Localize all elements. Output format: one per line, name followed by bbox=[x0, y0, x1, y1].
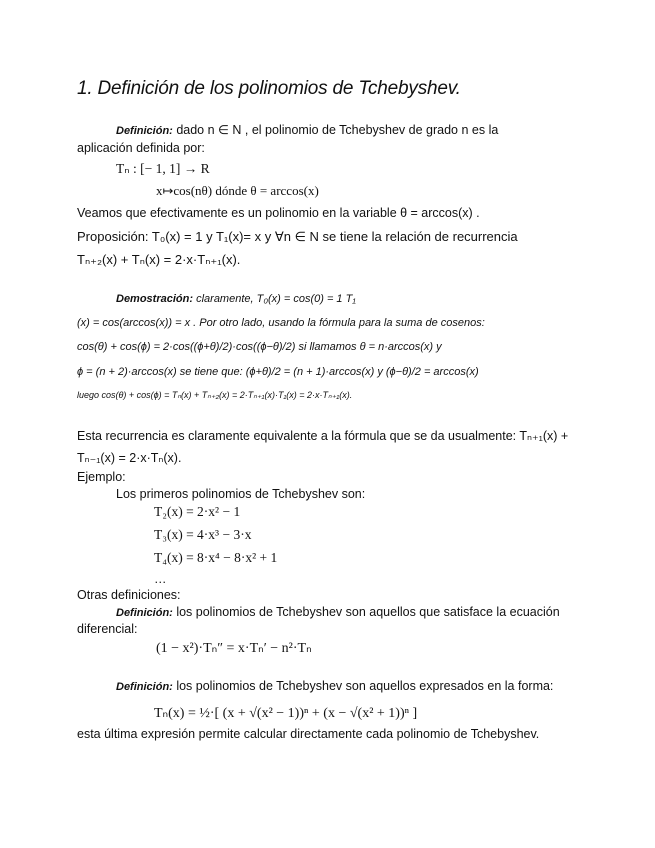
other-definitions-label: Otras definiciones: bbox=[77, 588, 181, 602]
other-definition-1-line-1 bbox=[116, 604, 560, 621]
definition-rule-formula: x↦cos(nθ) dónde θ = arccos(x) bbox=[156, 183, 319, 198]
demonstration-line-2: (x) = cos(arccos(x)) = x . Por otro lado, usando la fórmula para la suma de cosenos: bbox=[77, 317, 485, 329]
other-definition-1-text: los polinomios de Tchebyshev son aquellos que satisface la ecuación bbox=[176, 605, 560, 619]
example-ellipsis: … bbox=[154, 572, 167, 586]
demonstration-line-4: ϕ = (n + 2)·arccos(x) se tiene que: (ϕ+θ)/2 = (n + 1)·arccos(x) y (ϕ−θ)/2 = arccos(x) bbox=[77, 366, 479, 378]
proposition-line-1: Proposición: T₀(x) = 1 y T₁(x)= x y ∀n ∈ N se tiene la relación de recurrencia bbox=[77, 229, 518, 244]
other-definition-1-line-2: diferencial: bbox=[77, 622, 138, 636]
other-definition-2-text: los polinomios de Tchebyshev son aquellos expresados en la forma: bbox=[176, 679, 554, 693]
definition-map-formula: Tₙ : [− 1, 1] → R bbox=[116, 161, 210, 176]
example-t2: T₂(x) = 2·x² − 1 bbox=[154, 504, 241, 519]
closing-sentence: esta última expresión permite calcular directamente cada polinomio de Tchebyshev. bbox=[77, 727, 540, 741]
example-t3: T₃(x) = 4·x³ − 3·x bbox=[154, 527, 252, 542]
other-definition-2-line bbox=[116, 678, 553, 695]
definition-line-2: aplicación definida por: bbox=[77, 141, 205, 155]
example-label: Ejemplo: bbox=[77, 470, 126, 484]
demonstration-text-1: claramente, T₀(x) = cos(0) = 1 T₁ bbox=[196, 293, 356, 305]
other-definition-2-label: Definición: bbox=[116, 681, 173, 693]
differential-equation: (1 − x²)·Tₙ″ = x·Tₙ′ − n²·Tₙ bbox=[156, 641, 312, 656]
demonstration-label: Demostración: bbox=[116, 293, 194, 305]
definition-line-1: dado n ∈ N , el polinomio de Tchebyshev de grado n es la bbox=[176, 123, 499, 137]
proposition-line-2: Tₙ₊₂(x) + Tₙ(x) = 2·x·Tₙ₊₁(x). bbox=[77, 252, 241, 267]
demonstration-line-5: luego cos(θ) + cos(ϕ) = Tₙ(x) + Tₙ₊₂(x) = 2·Tₙ₊₁(x)·T₁(x) = 2·x·Tₙ₊₁(x). bbox=[77, 390, 353, 400]
other-definition-1-label: Definición: bbox=[116, 607, 173, 619]
definition-label: Definición: bbox=[116, 125, 173, 137]
definition-paragraph bbox=[116, 122, 498, 139]
veamos-sentence: Veamos que efectivamente es un polinomio en la variable θ = arccos(x) . bbox=[77, 206, 480, 220]
page-title: 1. Definición de los polinomios de Tchebyshev. bbox=[77, 78, 461, 99]
example-intro: Los primeros polinomios de Tchebyshev son: bbox=[116, 487, 366, 501]
demonstration-line-3: cos(θ) + cos(ϕ) = 2·cos((ϕ+θ)/2)·cos((ϕ−θ)/2) si llamamos θ = n·arccos(x) y bbox=[77, 341, 442, 353]
demonstration-line-1 bbox=[116, 293, 356, 305]
closed-form-formula: Tₙ(x) = ½·[ (x + √(x² − 1))ⁿ + (x − √(x² + 1))ⁿ ] bbox=[154, 706, 418, 721]
recurrence-line-1: Esta recurrencia es claramente equivalente a la fórmula que se da usualmente: Tₙ₊₁(x) + bbox=[77, 429, 569, 443]
example-t4: T₄(x) = 8·x⁴ − 8·x² + 1 bbox=[154, 550, 278, 565]
recurrence-line-2: Tₙ₋₁(x) = 2·x·Tₙ(x). bbox=[77, 451, 182, 465]
